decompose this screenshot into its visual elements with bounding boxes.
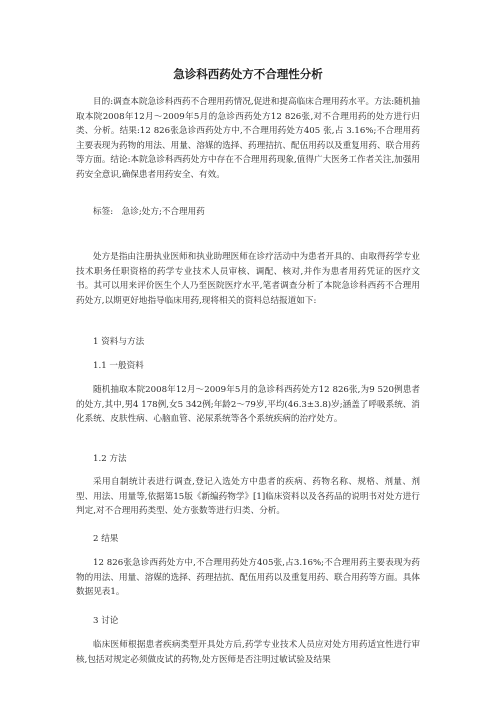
paragraph-2: 12 826张急诊西药处方中,不合理用药处方405张,占3.16%;不合理用药主要表现为药物的用法、用量、溶媒的选择、药理拮抗、配伍用药以及重复用药、联合用药等方面。具体数据见表1。 xyxy=(76,558,420,598)
subsection-heading-1-2: 1.2 方法 xyxy=(93,454,127,464)
abstract-paragraph: 目的:调查本院急诊科西药不合理用药情况,促进和提高临床合理用药水平。方法:随机抽取本院2008年12月～2009年5月的急诊西药处方12 826张,对不合理用药的处方进行归类、分析。结果:12 826张急诊西药处方中,不合理用药处方405 张,占 3.16%;不合理用药主要表现为药物的用法、用量、溶媒的选择、药理拮抗、配伍用药以及重复用药、联合用药等方面。结论:本院急诊科西药处方中存在不合理用药现象,值得广大医务工作者关注,加强用药安全意识,确保患者用药安全、有效。 xyxy=(76,97,420,180)
section-heading-1: 1 资料与方法 xyxy=(93,337,145,347)
paragraph-1-1: 随机抽取本院2008年12月～2009年5月的急诊科西药处方12 826张,为9 520例患者的处方,其中,男4 178例,女5 342例;年龄2～79岁,平均(46.3±3.8)岁;涵盖了呼吸系统、消化系统、皮肤性病、心脑血管、泌尿系统等各个系统疾病的治疗处方。 xyxy=(76,385,420,425)
intro-paragraph: 处方是指由注册执业医师和执业助理医师在诊疗活动中为患者开具的、由取得药学专业技术职务任职资格的药学专业技术人员审核、调配、核对,并作为患者用药凭证的医疗文书。其可以用来评价医生个人乃至医院医疗水平,笔者调查分析了本院急诊科西药不合理用药处方,以期更好地指导临床用药,现将相关的资料总结报道如下: xyxy=(76,252,420,306)
subsection-heading-1-1: 1.1 一般资料 xyxy=(93,361,144,371)
keywords-line: 标签: 急诊;处方;不合理用药 xyxy=(93,207,205,217)
document-title: 急诊科西药处方不合理性分析 xyxy=(173,67,323,81)
paragraph-1-2: 采用自制统计表进行调查,登记入选处方中患者的疾病、药物名称、规格、剂量、剂型、用法、用量等,依据第15版《新编药物学》[1]临床资料以及各药品的说明书对处方进行判定,对不合理用药类型、处方张数等进行归类、分析。 xyxy=(76,477,420,517)
section-heading-3: 3 讨论 xyxy=(93,616,119,626)
paragraph-3: 临床医师根据患者疾病类型开具处方后,药学专业技术人员应对处方用药适宜性进行审核,包括对规定必须做皮试的药物,处方医师是否注明过敏试验及结果 xyxy=(76,640,420,665)
section-heading-2: 2 结果 xyxy=(93,534,119,544)
